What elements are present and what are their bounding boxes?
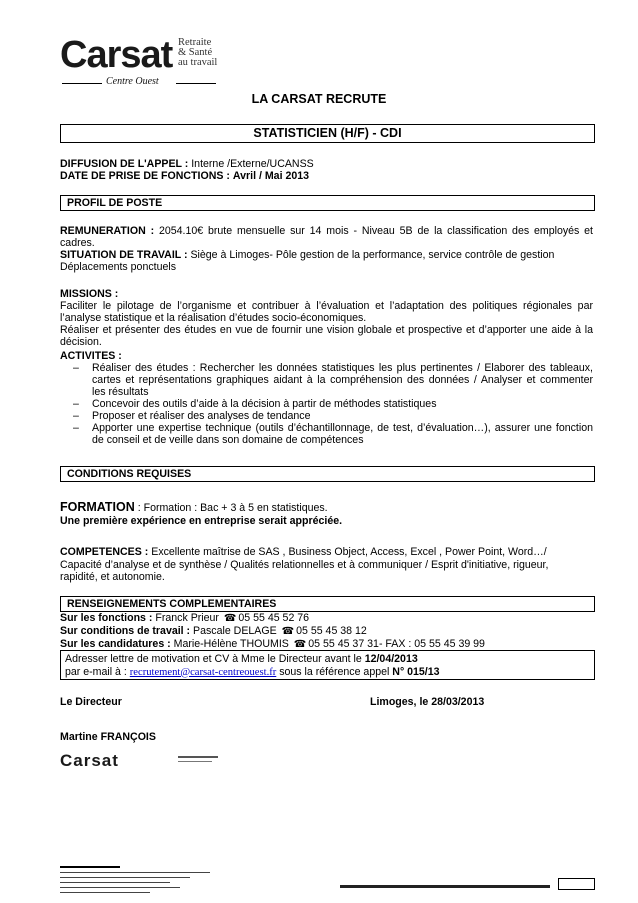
activite-item: – Concevoir des outils d’aide à la décision à partir de méthodes statistiques bbox=[60, 398, 593, 410]
apply-deadline: 12/04/2013 bbox=[364, 653, 418, 665]
email-link[interactable]: recrutement@carsat-centreouest.fr bbox=[129, 666, 277, 678]
profil-heading: PROFIL DE POSTE bbox=[67, 197, 163, 209]
situation-block bbox=[60, 249, 593, 273]
renseignements-heading: RENSEIGNEMENTS COMPLEMENTAIRES bbox=[67, 598, 277, 610]
footer-right-block bbox=[340, 878, 595, 892]
remuneration-block bbox=[60, 225, 593, 249]
formation-label: FORMATION bbox=[60, 500, 135, 514]
contact-candidatures: Sur les candidatures : Marie-Hélène THOUMIS ☎ 05 55 45 37 31- FAX : 05 55 45 39 99 bbox=[60, 638, 485, 650]
situation-line2: Déplacements ponctuels bbox=[60, 261, 177, 273]
apply-line1: Adresser lettre de motivation et CV à Mme le Directeur avant le 12/04/2013 bbox=[65, 653, 418, 665]
missions-line: Réaliser et présenter des études en vue de fournir une vision globale et prospective et d’apporter une aide à la bbox=[60, 324, 593, 336]
missions-line: Faciliter le pilotage de l’organisme et contribuer à l’évaluation et l’adaptation des politiques régionales par bbox=[60, 300, 593, 312]
signature-left: Le Directeur bbox=[60, 696, 122, 708]
contact-conditions: Sur conditions de travail : Pascale DELAGE ☎ 05 55 45 38 12 bbox=[60, 625, 367, 637]
activite-item: – Apporter une expertise technique (outils d’échantillonnage, de test, d’évaluation…), assurer une fonction de conseil et de veille dans son domaine de compétences bbox=[60, 422, 593, 446]
apply-reference: N° 015/13 bbox=[392, 665, 440, 678]
competences-label: COMPETENCES : bbox=[60, 546, 149, 558]
missions-line: décision. bbox=[60, 336, 102, 348]
competences-line1: Excellente maîtrise de SAS , Business Object, Access, Excel , Power Point, Word…/ bbox=[151, 546, 547, 558]
small-logo-side bbox=[178, 756, 218, 758]
missions-block bbox=[60, 288, 593, 348]
situation-line1: Siège à Limoges- Pôle gestion de la performance, service contrôle de gestion bbox=[190, 249, 555, 261]
competences-block bbox=[60, 546, 593, 584]
date-prise-label: DATE DE PRISE DE FONCTIONS : bbox=[60, 170, 230, 182]
signature-name: Martine FRANÇOIS bbox=[60, 731, 156, 743]
diffusion-value: Interne /Externe/UCANSS bbox=[191, 158, 314, 170]
competences-line2: Capacité d’analyse et de synthèse / Qualités relationnelles et à communiquer / Esprit d'initiative, rigueur, bbox=[60, 558, 549, 571]
phone-icon: ☎ bbox=[281, 626, 295, 637]
date-prise-line bbox=[60, 170, 309, 182]
dash-bullet: – bbox=[73, 398, 79, 410]
formation-value: : Formation : Bac + 3 à 5 en statistiques. bbox=[134, 502, 328, 514]
logo-side-text: Retraite & Santé au travail bbox=[178, 37, 218, 68]
footer-address-block bbox=[60, 866, 240, 896]
logo-rule-right bbox=[176, 83, 216, 84]
contacts-block bbox=[60, 612, 593, 651]
profil-heading-box bbox=[60, 195, 595, 211]
page-title: LA CARSAT RECRUTE bbox=[251, 92, 387, 106]
diffusion-label: DIFFUSION DE L'APPEL : bbox=[60, 158, 189, 170]
phone-icon: ☎ bbox=[293, 639, 307, 650]
missions-line: l’analyse statistique et la réalisation d’études socio-économiques. bbox=[60, 312, 367, 324]
dash-bullet: – bbox=[73, 422, 79, 434]
remuneration-line1: 2054.10€ brute mensuelle sur 14 mois - Niveau 5B de la classification des employés et bbox=[158, 225, 593, 237]
small-carsat-logo bbox=[60, 752, 230, 772]
conditions-heading: CONDITIONS REQUISES bbox=[67, 468, 192, 480]
competences-line3: rapidité, et autonomie. bbox=[60, 571, 165, 583]
dash-bullet: – bbox=[73, 362, 79, 374]
logo-rule-left bbox=[62, 83, 102, 84]
apply-line2: par e-mail à : recrutement@carsat-centreouest.fr sous la référence appel N° 015/13 bbox=[65, 665, 440, 678]
activites-block bbox=[60, 350, 593, 446]
diffusion-line bbox=[60, 158, 314, 170]
remuneration-line2: cadres. bbox=[60, 237, 95, 249]
job-title: STATISTICIEN (H/F) - CDI bbox=[253, 126, 402, 140]
job-title-box bbox=[60, 124, 595, 143]
renseignements-heading-box bbox=[60, 596, 595, 612]
missions-heading: MISSIONS : bbox=[60, 288, 119, 300]
small-logo-wordmark: Carsat bbox=[60, 751, 119, 770]
logo-subtitle: Centre Ouest bbox=[106, 76, 159, 87]
date-prise-value: Avril / Mai 2013 bbox=[232, 170, 310, 182]
remuneration-label: REMUNERATION : bbox=[60, 225, 155, 237]
conditions-heading-box bbox=[60, 466, 595, 482]
carsat-logo bbox=[60, 36, 230, 92]
formation-block bbox=[60, 500, 593, 528]
contact-fonctions: Sur les fonctions : Franck Prieur ☎ 05 55 45 52 76 bbox=[60, 612, 310, 624]
dash-bullet: – bbox=[73, 410, 79, 422]
footer-mini-logo bbox=[558, 878, 595, 890]
signature-date: Limoges, le 28/03/2013 bbox=[370, 696, 485, 708]
formation-line2: Une première expérience en entreprise serait appréciée. bbox=[60, 515, 343, 527]
apply-box bbox=[60, 650, 595, 680]
situation-label: SITUATION DE TRAVAIL : bbox=[60, 249, 188, 261]
phone-icon: ☎ bbox=[223, 613, 237, 624]
activite-item: – Proposer et réaliser des analyses de tendance bbox=[60, 410, 593, 422]
activites-heading: ACTIVITES : bbox=[60, 350, 122, 362]
logo-wordmark: Carsat bbox=[60, 34, 173, 76]
activite-item: – Réaliser des études : Rechercher les données statistiques les plus pertinentes / Elaborer des tableaux, cartes et représentations graphiques aidant à la compréhension des données / Analyser et commenter les résultats bbox=[60, 362, 593, 398]
